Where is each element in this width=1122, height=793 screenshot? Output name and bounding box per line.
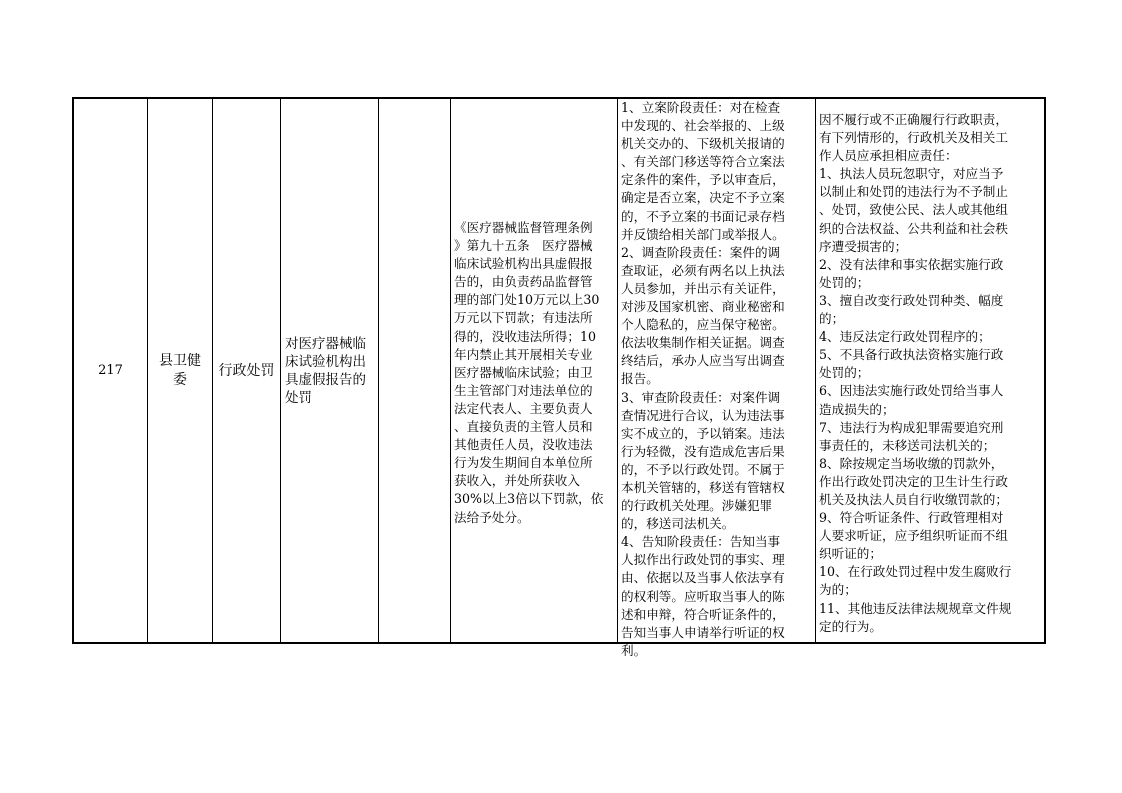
row-number: 217 — [98, 362, 123, 378]
table — [72, 97, 1046, 658]
accountability-text: 因不履行或不正确履行行政职责， 有下列情形的，行政机关及相关工 作人员应承担相应责任： 1、执法人员玩忽职守，对应当予 以制止和处罚的违法行为不予制止 、处罚，致使公民、法人或其他组 织的合法权益、公共利益和社会秩 序遭受损害的； 2、没有法律和事实依据实施行政 处罚的； 3、擅自改变行政处罚种类、幅度 的； 4、违反法定行政处罚程序的； 5、不具备行政执法资格实施行政 处罚的； 6、因违法实施行政处罚给当事人 造成损失的； 7、违法行为构成犯罪需要追究刑 事责任的，未移送司法机关的； 8、除按规定当场收缴的罚款外， 作出行政处罚决定的卫生计生行政 机关及执法人员自行收缴罚款的； 9、符合听证条件、行政管理相对 人要求听证，应予组织听证而不组 织听证的； 10、在行政处罚过程中发生腐败行 为的； 11、其他违反法律法规规章文件规 定的行为。 — [819, 112, 1012, 634]
cell-category — [213, 99, 281, 642]
cell-department — [148, 99, 213, 642]
cell-accountability — [816, 99, 1046, 642]
cell-row-number — [74, 99, 148, 642]
category-text: 行政处罚 — [218, 362, 275, 379]
cell-basis — [451, 99, 618, 642]
department-text: 县卫健 委 — [159, 352, 201, 388]
cell-item-name — [281, 99, 379, 642]
cell-responsibility — [618, 99, 816, 658]
basis-text: 《医疗器械监督管理条例 》第九十五条 医疗器械 临床试验机构出具虚假报 告的，由负责药品监督管 理的部门处10万元以上30 万元以下罚款；有违法所 得的，没收违法所得；10 年内禁止其开展相关专业 医疗器械临床试验；由卫 生主管部门对违法单位的 法定代表人、主要负责人 、直接负责的主管人员和 其他责任人员，没收违法 行为发生期间自本单位所 获收入，并处所获收入 30%以上3倍以下罚款，依 法给予处分。 — [454, 220, 604, 525]
cell-sub-item — [379, 99, 451, 642]
responsibility-text: 1、立案阶段责任：对在检查 中发现的、社会举报的、上级 机关交办的、下级机关报请的 、有关部门移送等符合立案法 定条件的案件，予以审查后， 确定是否立案，决定不予立案 的，不予立案的书面记录存档 并反馈给相关部门或举报人。 2、调查阶段责任：案件的调 查取证，必须有两名以上执法 人员参加，并出示有关证件， 对涉及国家机密、商业秘密和 个人隐私的，应当保守秘密。 依法收集制作相关证据。调查 终结后，承办人应当写出调查 报告。 3、审查阶段责任：对案件调 查情况进行合议，认为违法事 实不成立的，予以销案。违法 行为轻微，没有造成危害后果 的，不予以行政处罚。不属于 本机关管辖的，移送有管辖权 的行政机关处理。涉嫌犯罪 的，移送司法机关。 4、告知阶段责任：告知当事 人拟作出行政处罚的事实、理 由、依据以及当事人依法享有 的权利等。应听取当事人的陈 述和申辩，符合听证条件的， 告知当事人申请举行听证的权 利。 — [621, 100, 785, 658]
item-name-text: 对医疗器械临 床试验机构出 具虚假报告的 处罚 — [285, 335, 366, 406]
